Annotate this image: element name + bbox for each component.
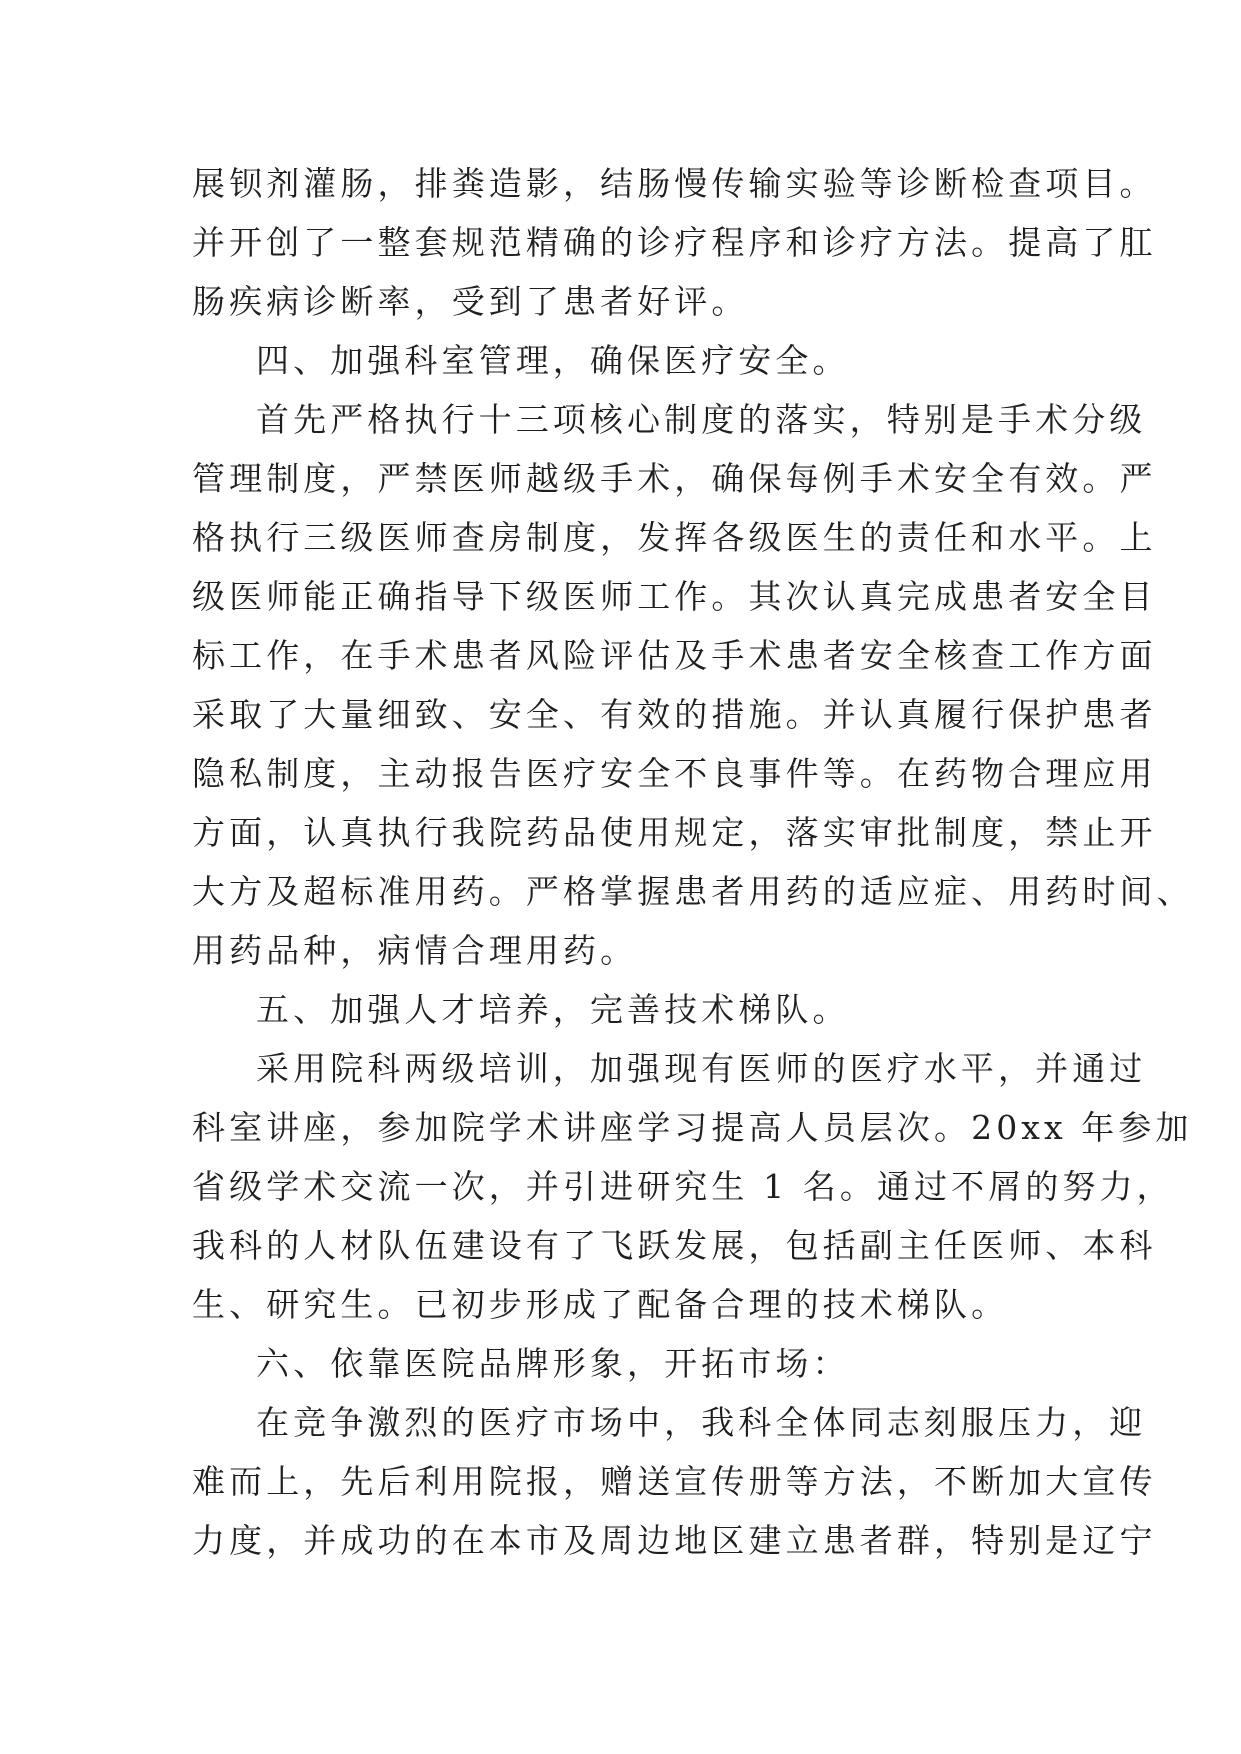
text-line-12: 方面，认真执行我院药品使用规定，落实审批制度，禁止开 bbox=[192, 813, 1157, 852]
text-line-8: 级医师能正确指导下级医师工作。其次认真完成患者安全目 bbox=[192, 577, 1157, 616]
text-line-10: 采取了大量细致、安全、有效的措施。并认真履行保护患者 bbox=[192, 695, 1157, 734]
text-line-3: 肠疾病诊断率，受到了患者好评。 bbox=[192, 282, 749, 321]
text-line-18: 省级学术交流一次，并引进研究生 1 名。通过不屑的努力， bbox=[192, 1167, 1174, 1206]
text-line-19: 我科的人材队伍建设有了飞跃发展，包括副主任医师、本科 bbox=[192, 1226, 1157, 1265]
document-body bbox=[192, 154, 1194, 1570]
text-line-9: 标工作，在手术患者风险评估及手术患者安全核查工作方面 bbox=[192, 636, 1157, 675]
section-heading-4: 四、加强科室管理，确保医疗安全。 bbox=[256, 341, 850, 380]
text-line-11: 隐私制度，主动报告医疗安全不良事件等。在药物合理应用 bbox=[192, 754, 1157, 793]
text-line-5: 首先严格执行十三项核心制度的落实，特别是手术分级 bbox=[256, 400, 1147, 439]
text-line-14: 用药品种，病情合理用药。 bbox=[192, 931, 638, 970]
text-line-23: 难而上，先后利用院报，赠送宣传册等方法，不断加大宣传 bbox=[192, 1462, 1157, 1501]
section-heading-5: 五、加强人才培养，完善技术梯队。 bbox=[256, 990, 850, 1029]
text-line-1: 展钡剂灌肠，排粪造影，结肠慢传输实验等诊断检查项目。 bbox=[192, 164, 1157, 203]
text-line-22: 在竞争激烈的医疗市场中，我科全体同志刻服压力，迎 bbox=[256, 1403, 1147, 1442]
text-line-17: 科室讲座，参加院学术讲座学习提高人员层次。20xx 年参加 bbox=[192, 1108, 1193, 1147]
text-line-13: 大方及超标准用药。严格掌握患者用药的适应症、用药时间、 bbox=[192, 872, 1194, 911]
text-line-7: 格执行三级医师查房制度，发挥各级医生的责任和水平。上 bbox=[192, 518, 1157, 557]
text-line-20: 生、研究生。已初步形成了配备合理的技术梯队。 bbox=[192, 1285, 1009, 1324]
text-line-6: 管理制度，严禁医师越级手术，确保每例手术安全有效。严 bbox=[192, 459, 1157, 498]
text-line-24: 力度，并成功的在本市及周边地区建立患者群，特别是辽宁 bbox=[192, 1521, 1157, 1560]
section-heading-6: 六、依靠医院品牌形象，开拓市场： bbox=[256, 1344, 850, 1383]
text-line-16: 采用院科两级培训，加强现有医师的医疗水平，并通过 bbox=[256, 1049, 1147, 1088]
text-line-2: 并开创了一整套规范精确的诊疗程序和诊疗方法。提高了肛 bbox=[192, 223, 1157, 262]
